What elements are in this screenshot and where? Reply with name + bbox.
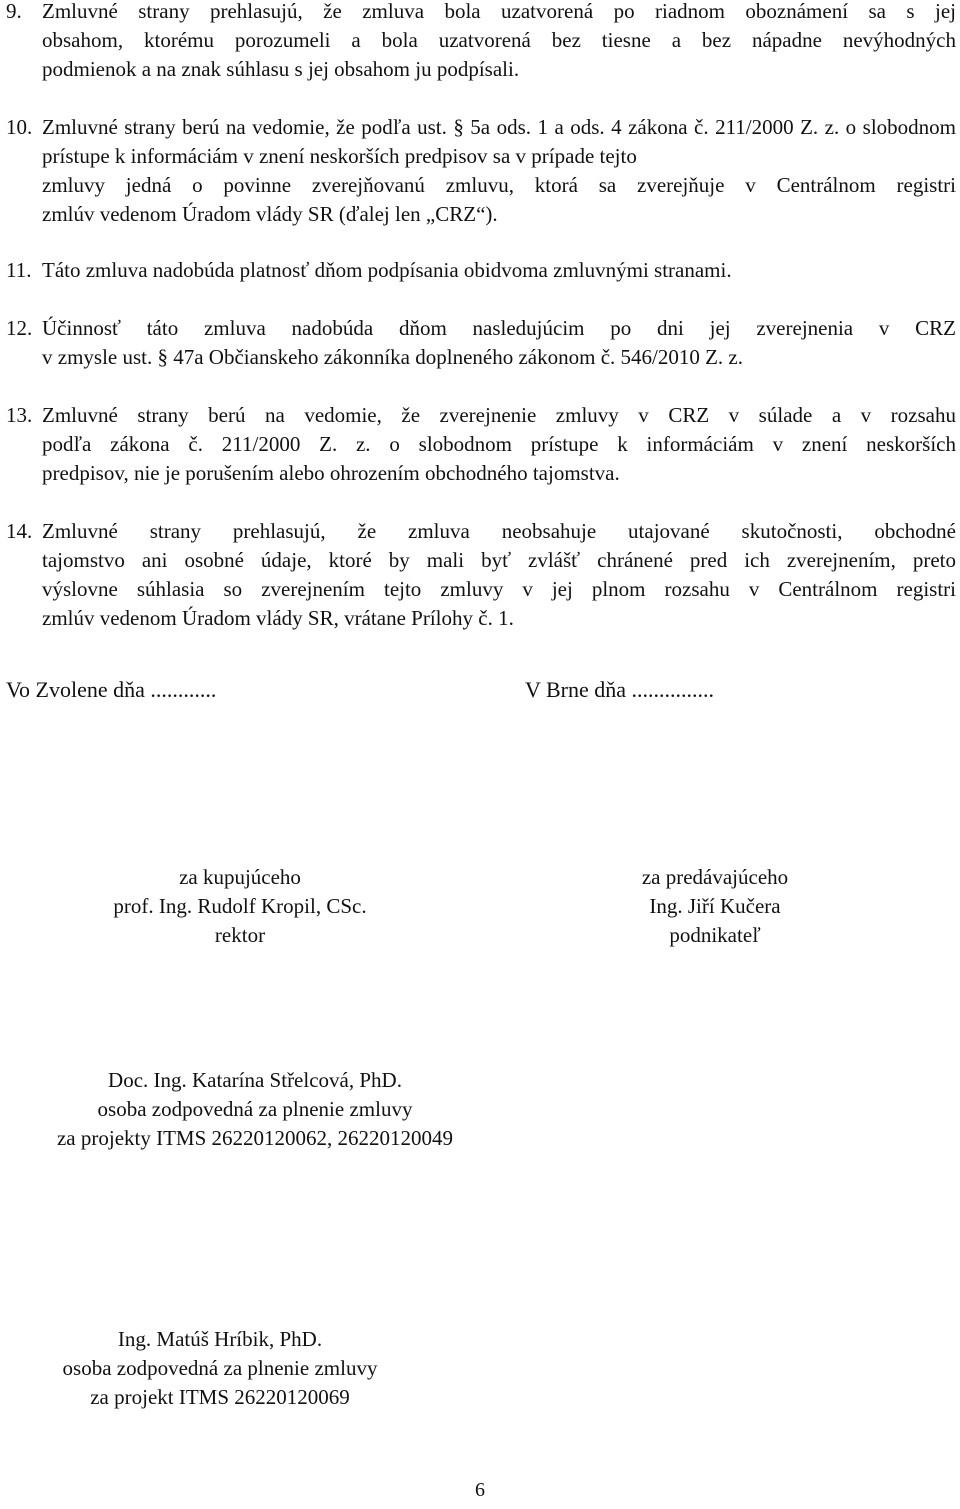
clause-line: Účinnosť táto zmluva nadobúda dňom nasledujúcim po dni jej zverejnenia v CRZ bbox=[42, 316, 956, 340]
signature-buyer bbox=[40, 863, 440, 950]
clause-number: 12. bbox=[6, 316, 33, 340]
signatory-role: osoba zodpovedná za plnenie zmluvy bbox=[62, 1356, 378, 1380]
clause-number: 11. bbox=[6, 258, 32, 282]
page-number: 6 bbox=[475, 1479, 485, 1501]
clause-11 bbox=[6, 256, 956, 285]
clause-line: obsahom, ktorému porozumeli a bola uzatvorená bez tiesne a bez nápadne nevýhodných bbox=[42, 28, 956, 52]
clause-line: zmluvy jedná o povinne zverejňovanú zmluvu, ktorá sa zverejňuje v Centrálnom registri bbox=[42, 173, 956, 197]
signatory-role: za predávajúceho bbox=[641, 865, 789, 889]
signature-responsible-1 bbox=[10, 1066, 500, 1153]
clause-10 bbox=[6, 113, 956, 229]
clause-13 bbox=[6, 401, 956, 488]
clause-line: podľa zákona č. 211/2000 Z. z. o slobodnom prístupe k informáciám v znení neskorších bbox=[42, 432, 956, 456]
signatory-title: rektor bbox=[214, 923, 266, 947]
clause-line: Táto zmluva nadobúda platnosť dňom podpísania obidvoma zmluvnými stranami. bbox=[42, 258, 732, 282]
clause-number: 14. bbox=[6, 519, 33, 543]
clause-number: 10. bbox=[6, 115, 33, 139]
clause-12 bbox=[6, 314, 956, 372]
clause-line: Zmluvné strany prehlasujú, že zmluva bola uzatvorená po riadnom oboznámení sa s jej bbox=[42, 0, 956, 23]
place-date-buyer: Vo Zvolene dňa ............ bbox=[6, 677, 217, 702]
clause-line: podmienok a na znak súhlasu s jej obsahom ju podpísali. bbox=[42, 57, 520, 81]
clause-number: 9. bbox=[6, 0, 22, 23]
signatory-role: osoba zodpovedná za plnenie zmluvy bbox=[97, 1097, 413, 1121]
clause-line: Zmluvné strany prehlasujú, že zmluva neobsahuje utajované skutočnosti, obchodné bbox=[42, 519, 956, 543]
clause-number: 13. bbox=[6, 403, 33, 427]
clause-line: výslovne súhlasia so zverejnením tejto zmluvy v jej plnom rozsahu v Centrálnom registri bbox=[42, 577, 956, 601]
signatory-name: prof. Ing. Rudolf Kropil, CSc. bbox=[113, 894, 367, 918]
clause-14 bbox=[6, 517, 956, 633]
clause-line: zmlúv vedenom Úradom vlády SR, vrátane Prílohy č. 1. bbox=[42, 606, 514, 630]
clause-line: tajomstvo ani osobné údaje, ktoré by mali byť zvlášť chránené pred ich zverejnením, preto bbox=[42, 548, 956, 572]
clause-line: Zmluvné strany berú na vedomie, že podľa ust. § 5a ods. 1 a ods. 4 zákona č. 211/2000 Z. z. o slobodnom prístupe k informáciám v znení neskorších predpisov sa v prípade tejto bbox=[42, 115, 956, 168]
signature-seller bbox=[565, 863, 865, 950]
signatory-name: Ing. Jiří Kučera bbox=[649, 894, 781, 918]
clause-line: v zmysle ust. § 47a Občianskeho zákonníka doplneného zákonom č. 546/2010 Z. z. bbox=[42, 345, 743, 369]
signatory-projects: za projekty ITMS 26220120062, 26220120049 bbox=[56, 1126, 454, 1150]
clause-9 bbox=[6, 0, 956, 84]
signatory-name: Ing. Matúš Hríbik, PhD. bbox=[117, 1327, 323, 1351]
clause-line: zmlúv vedenom Úradom vlády SR (ďalej len „CRZ“). bbox=[42, 202, 498, 226]
signatory-projects: za projekt ITMS 26220120069 bbox=[90, 1385, 350, 1409]
signatory-role: za kupujúceho bbox=[179, 865, 301, 889]
signatory-name: Doc. Ing. Katarína Střelcová, PhD. bbox=[108, 1068, 402, 1092]
clause-line: predpisov, nie je porušením alebo ohrozením obchodného tajomstva. bbox=[42, 461, 620, 485]
signature-responsible-2 bbox=[10, 1325, 430, 1412]
signatory-title: podnikateľ bbox=[669, 923, 761, 947]
place-date-seller: V Brne dňa ............... bbox=[525, 677, 715, 702]
clause-line: Zmluvné strany berú na vedomie, že zverejnenie zmluvy v CRZ v súlade a v rozsahu bbox=[42, 403, 956, 427]
